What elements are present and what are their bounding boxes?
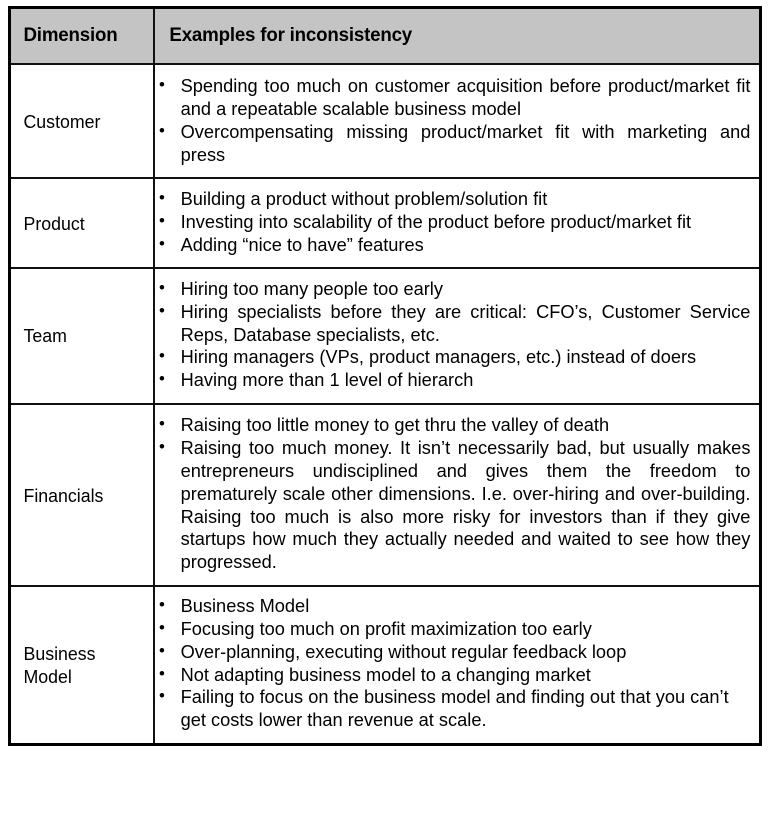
row-dimension-cell: [10, 586, 154, 745]
row-examples-cell: [154, 404, 761, 586]
list-item: • Focusing too much on profit maximization too early: [155, 618, 750, 641]
list-item: • Not adapting business model to a changing market: [155, 664, 750, 687]
row-dimension-cell: [10, 178, 154, 268]
table-header: [10, 8, 761, 65]
row-examples-cell: [154, 178, 761, 268]
list-item: • Building a product without problem/solution fit: [155, 188, 750, 211]
row-examples-cell: [154, 586, 761, 745]
column-header-examples-label: Examples for inconsistency: [168, 24, 412, 47]
examples-list: [155, 414, 760, 574]
table-row: [10, 404, 761, 586]
row-dimension-label: Business: [23, 642, 96, 664]
list-item: • Over-planning, executing without regular feedback loop: [155, 641, 750, 664]
list-item: • Raising too little money to get thru the valley of death: [155, 414, 750, 437]
list-item: • Hiring specialists before they are critical: CFO’s, Customer Service Reps, Database specialists, etc.: [155, 301, 750, 347]
table-row: [10, 586, 761, 745]
list-item: • Spending too much on customer acquisition before product/market fit and a repeatable scalable business model: [155, 75, 750, 121]
row-dimension-label: Team: [23, 325, 67, 347]
list-item: • Raising too much money. It isn’t necessarily bad, but usually makes entrepreneurs undisciplined and gives them the freedom to prematurely scale other dimensions. I.e. over-hiring and over-building. Raising too much is also more risky for investors than if they give startups how much they actually needed and waited to see how they progressed.: [155, 437, 750, 574]
table-row: [10, 178, 761, 268]
list-item: • Failing to focus on the business model and finding out that you can’t get costs lower than revenue at scale.: [155, 686, 750, 732]
list-item: • Hiring managers (VPs, product managers, etc.) instead of doers: [155, 346, 750, 369]
list-item: • Having more than 1 level of hierarch: [155, 369, 750, 392]
row-dimension-label-line2: Model: [23, 666, 72, 688]
table-header-row: [10, 8, 761, 65]
list-item: • Overcompensating missing product/market fit with marketing and press: [155, 121, 750, 167]
column-header-examples: [154, 8, 761, 65]
row-dimension-label: Product: [23, 212, 85, 234]
row-dimension-cell: [10, 64, 154, 178]
examples-list: [155, 188, 760, 257]
row-dimension-label: Customer: [23, 110, 101, 132]
row-examples-cell: [154, 268, 761, 404]
table-row: [10, 268, 761, 404]
examples-list: [155, 595, 760, 732]
column-header-dimension-label: Dimension: [23, 24, 118, 47]
row-examples-cell: [154, 64, 761, 178]
row-dimension-label: Financials: [23, 484, 104, 506]
list-item: • Business Model: [155, 595, 750, 618]
row-dimension-cell: [10, 404, 154, 586]
table-row: [10, 64, 761, 178]
list-item: • Adding “nice to have” features: [155, 234, 750, 257]
examples-list: [155, 278, 760, 392]
examples-list: [155, 75, 760, 166]
row-dimension-cell: [10, 268, 154, 404]
column-header-dimension: [10, 8, 154, 65]
list-item: • Hiring too many people too early: [155, 278, 750, 301]
list-item: • Investing into scalability of the product before product/market fit: [155, 211, 750, 234]
inconsistency-matrix-table: [8, 6, 762, 746]
table-body: [10, 64, 761, 745]
